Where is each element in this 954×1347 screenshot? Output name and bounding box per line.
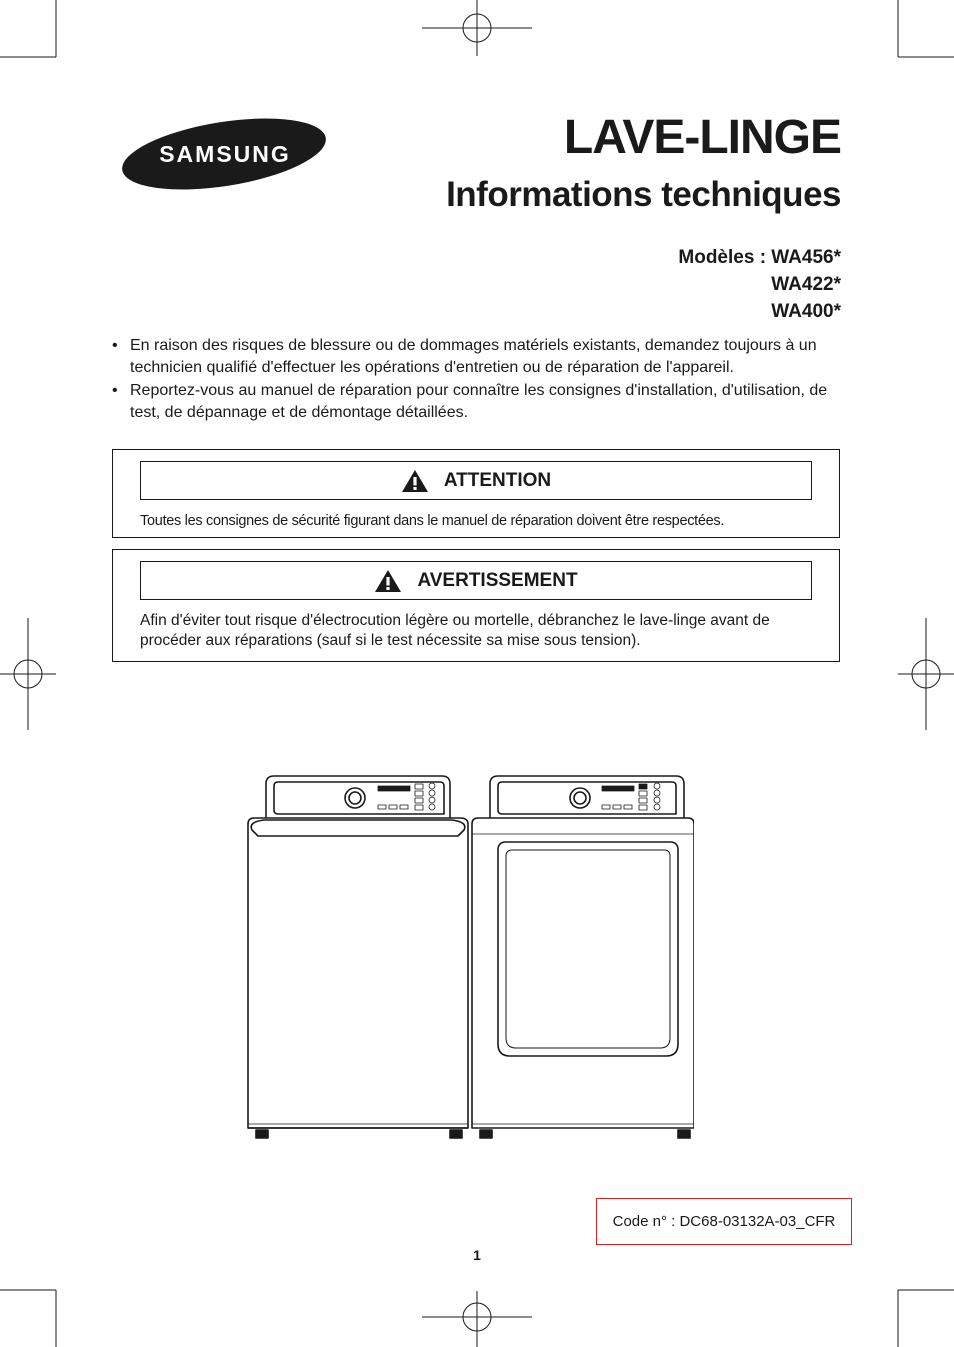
logo-text: SAMSUNG [159,141,291,167]
note-item [112,380,844,424]
document-subtitle: Informations techniques [446,175,841,214]
warning-heading-bar [140,561,812,600]
caution-heading: ATTENTION [443,469,552,491]
samsung-logo [120,118,328,190]
note-text: En raison des risques de blessure ou de dommages matériels existants, demandez toujours à un technicien qualifié d'effectuer les opérations d'entretien ou de réparation de l'appareil. [130,337,817,376]
models-line-3: WA400* [771,301,841,322]
warning-text: Afin d'éviter tout risque d'électrocution légère ou mortelle, débranchez le lave-linge avant de procéder aux réparations (sauf si le test nécessite sa mise sous tension). [140,612,770,649]
page-number: 1 [473,1247,481,1263]
warning-triangle-icon [401,469,429,493]
document-title: LAVE-LINGE [563,111,841,164]
washer-dryer-illustration [244,772,694,1144]
models-line-2: WA422* [771,274,841,295]
caution-text: Toutes les consignes de sécurité figurant dans le manuel de réparation doivent être respectées. [140,513,725,529]
models-line-1: Modèles : WA456* [678,247,841,268]
bullet: • [112,337,118,354]
note-text: Reportez-vous au manuel de réparation pour connaître les consignes d'installation, d'utilisation, de test, de dépannage et de démontage détaillées. [130,382,828,421]
warning-triangle-icon [374,569,402,593]
document-code-box: Code n° : DC68-03132A-03_CFR [596,1198,852,1245]
washer-drawing [248,776,468,1138]
warning-heading: AVERTISSEMENT [417,569,578,591]
notes-list [112,335,844,425]
dryer-drawing [472,776,694,1138]
models-list [581,244,841,325]
note-item [112,335,844,379]
warning-box [112,549,840,662]
caution-box [112,449,840,538]
caution-heading-bar [140,461,812,500]
bullet: • [112,382,118,399]
